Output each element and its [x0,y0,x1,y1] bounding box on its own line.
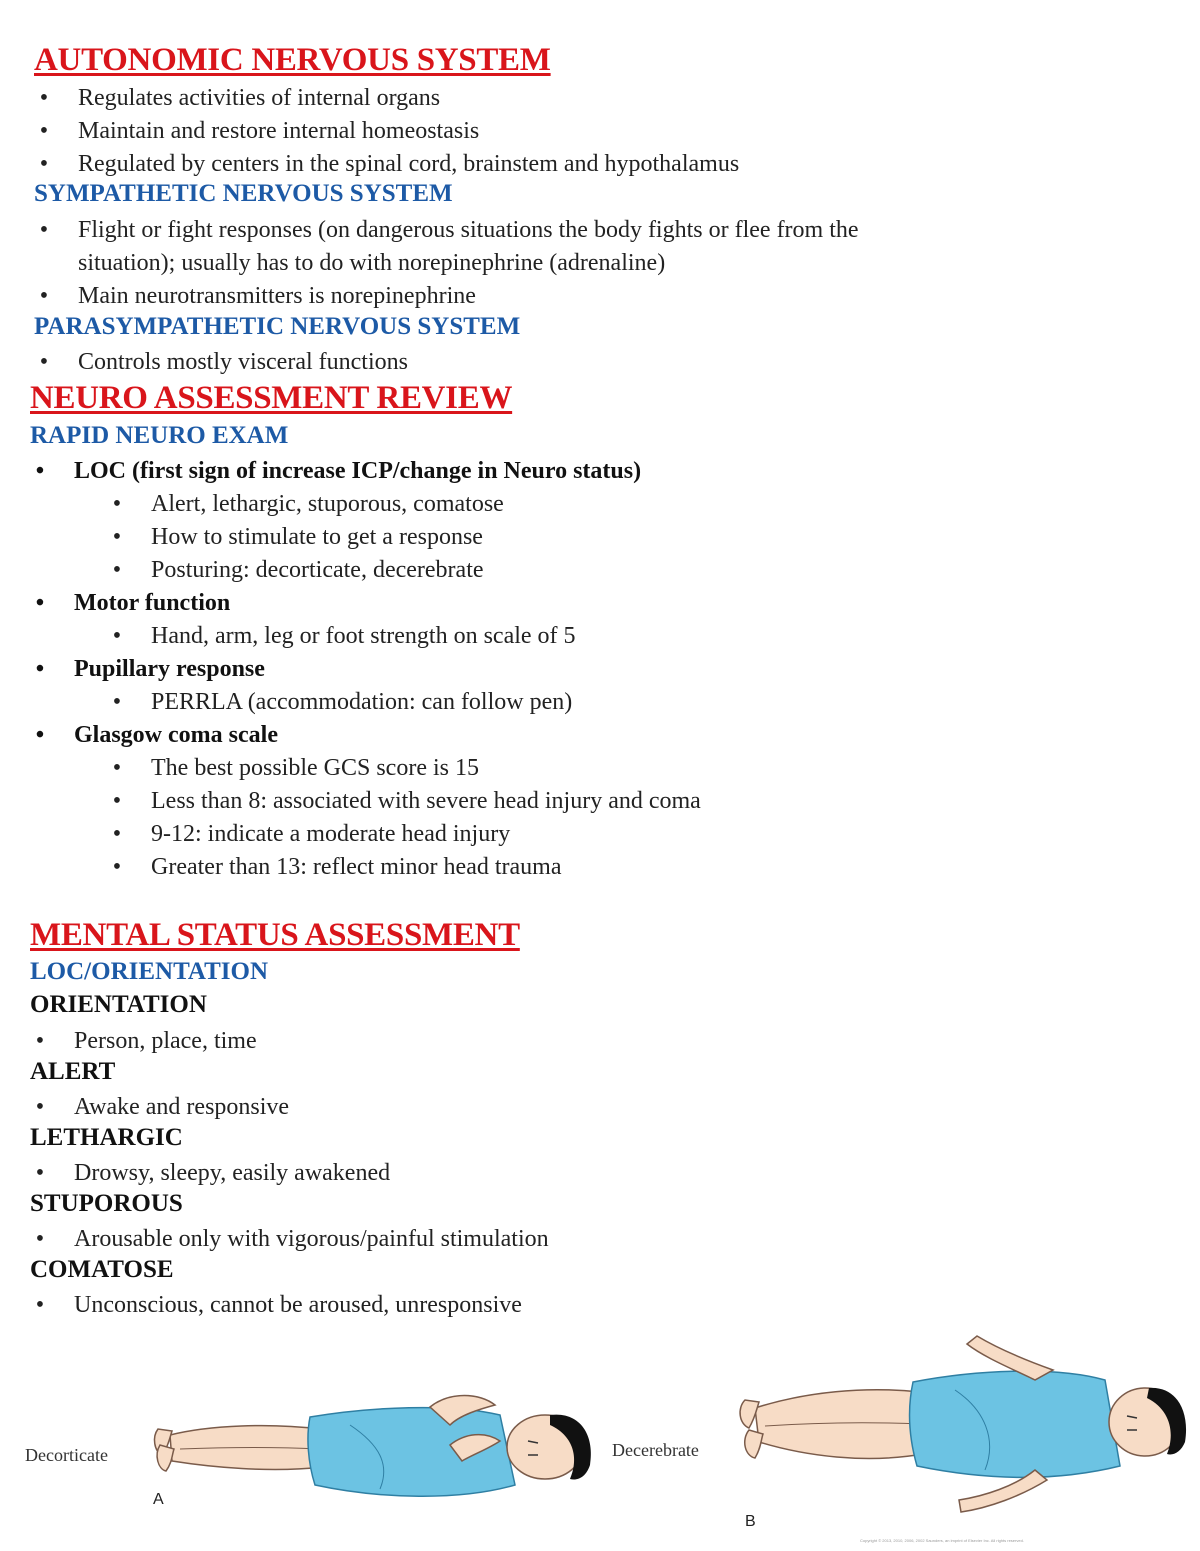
list-item: • Drowsy, sleepy, easily awakened [35,1160,391,1186]
subheading-rapid-neuro-exam: RAPID NEURO EXAM [30,422,289,449]
heading-mental-status-assessment: MENTAL STATUS ASSESSMENT [30,917,520,953]
sub-list-item: • Greater than 13: reflect minor head trauma [112,854,562,880]
list-item: • Awake and responsive [35,1094,290,1120]
sub-list-item: • PERRLA (accommodation: can follow pen) [112,689,573,715]
list-item: • Arousable only with vigorous/painful stimulation [35,1226,549,1252]
list-item-pupillary-response: • Pupillary response [35,656,265,682]
caption-decorticate: Decorticate [25,1445,108,1465]
list-item: • Flight or fight responses (on dangerous situations the body fights or flee from the [39,217,859,243]
list-item-motor-function: • Motor function [35,590,231,616]
list-item: • Regulates activities of internal organs [39,85,441,111]
heading-neuro-assessment-review: NEURO ASSESSMENT REVIEW [30,380,513,416]
term-comatose: COMATOSE [30,1256,174,1283]
list-item: • Maintain and restore internal homeostasis [39,118,480,144]
sub-list-item: • Posturing: decorticate, decerebrate [112,557,484,583]
list-item: • Person, place, time [35,1028,257,1054]
subheading-loc-orientation: LOC/ORIENTATION [30,958,269,985]
sub-list-item: • 9-12: indicate a moderate head injury [112,821,511,847]
heading-parasympathetic-nervous-system: PARASYMPATHETIC NERVOUS SYSTEM [34,313,521,340]
figure-label-b: B [745,1513,756,1530]
heading-autonomic-nervous-system: AUTONOMIC NERVOUS SYSTEM [34,42,551,78]
sub-list-item: • The best possible GCS score is 15 [112,755,479,781]
list-item-glasgow-coma-scale: • Glasgow coma scale [35,722,278,748]
decerebrate-posture-illustration [735,1330,1190,1530]
term-lethargic: LETHARGIC [30,1124,183,1151]
copyright-note: Copyright © 2013, 2010, 2006, 2002 Saunders, an imprint of Elsevier Inc. All rights reserved. [860,1538,1024,1543]
term-orientation: ORIENTATION [30,991,207,1018]
term-stuporous: STUPOROUS [30,1190,183,1217]
heading-sympathetic-nervous-system: SYMPATHETIC NERVOUS SYSTEM [34,180,453,207]
sub-list-item: • Alert, lethargic, stuporous, comatose [112,491,504,517]
decorticate-posture-illustration [150,1385,595,1515]
list-item: • Main neurotransmitters is norepinephrine [39,283,476,309]
figure-label-a: A [153,1491,164,1508]
term-alert: ALERT [30,1058,116,1085]
list-item-loc: • LOC (first sign of increase ICP/change in Neuro status) [35,458,642,484]
list-item-continuation: situation); usually has to do with norepinephrine (adrenaline) [78,250,666,276]
list-item: • Controls mostly visceral functions [39,349,408,375]
sub-list-item: • Hand, arm, leg or foot strength on scale of 5 [112,623,576,649]
caption-decerebrate: Decerebrate [612,1440,699,1460]
list-item: • Unconscious, cannot be aroused, unresponsive [35,1292,522,1318]
list-item: • Regulated by centers in the spinal cord, brainstem and hypothalamus [39,151,740,177]
sub-list-item: • How to stimulate to get a response [112,524,483,550]
sub-list-item: • Less than 8: associated with severe head injury and coma [112,788,701,814]
